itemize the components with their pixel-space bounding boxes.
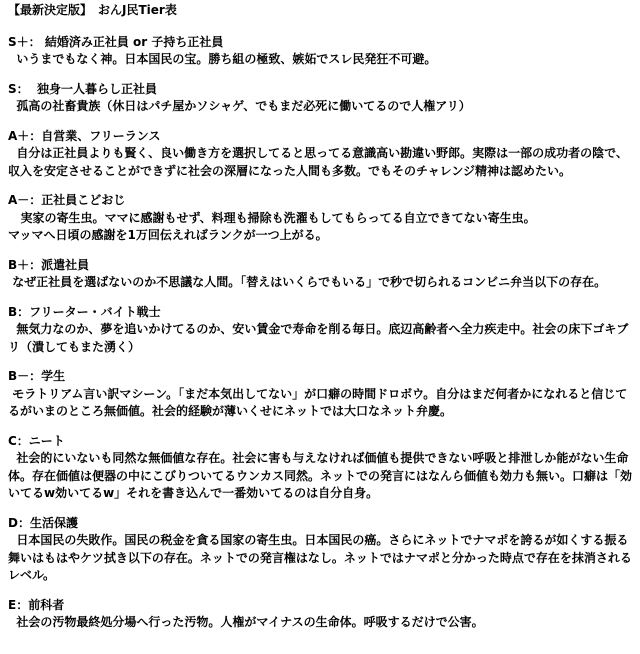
tier-description: 無気力なのか、夢を追いかけてるのか、安い賃金で寿命を削る毎日。底辺高齢者へ全力疾走中。社会の床下ゴキブリ（潰してもまた湧く） xyxy=(8,322,629,354)
tier-description: 日本国民の失敗作。国民の税金を貪る国家の寄生虫。日本国民の癌。さらにネットでナマポを誇るが如くする振る舞いはもはやケツ拭き以下の存在。ネットでの発言権はなし。ネットではナマポと分かった時点で存在を抹消されるレベル。 xyxy=(8,533,632,582)
tier-heading: B＋：派遣社員 xyxy=(8,257,90,272)
tier-heading: B：フリーター・バイト戦士 xyxy=(8,304,161,319)
tier-description: 社会的にいないも同然な無価値な存在。社会に害も与えなければ価値も提供できない呼吸と排泄しか能がない生命体。存在価値は便器の中にこびりついてるウンカス同然。ネットでの発言にはなんら価値も効力も無い。口癖は「効いてるw効いてるw」それを書き込んで一番効いてるのは自分自身。 xyxy=(8,451,633,500)
tier-description: 社会の汚物最終処分場へ行った汚物。人権がマイナスの生命体。呼吸するだけで公害。 xyxy=(8,615,484,629)
tier-description: 自分は正社員よりも賢く、良い働き方を選択してると思ってる意識高い勘違い野郎。実際は一部の成功者の陰で、収入を安定させることができずに社会の深層になった人間も多数。でもそのチャレンジ精神は認めたい。 xyxy=(8,146,628,178)
tier-description: いうまでもなく神。日本国民の宝。勝ち組の極致、嫉妬でスレ民発狂不可避。 xyxy=(8,52,437,66)
tier-heading: S＋： 結婚済み正社員 or 子持ち正社員 xyxy=(8,34,224,49)
tier-heading: E：前科者 xyxy=(8,597,65,612)
tier-c xyxy=(8,433,632,503)
tier-e xyxy=(8,597,632,632)
tier-heading: C：ニート xyxy=(8,433,65,448)
document-title: 【最新決定版】 おんJ民Tier表 xyxy=(8,3,177,17)
tier-s-plus xyxy=(8,34,632,69)
tier-b-plus xyxy=(8,257,632,292)
tier-b xyxy=(8,304,632,357)
tier-heading: B－：学生 xyxy=(8,369,66,383)
tier-heading: D：生活保護 xyxy=(8,515,78,530)
tier-description: 実家の寄生虫。ママに感謝もせず、料理も掃除も洗濯もしてもらってる自立できてない寄生虫。 xyxy=(8,210,536,225)
tier-description: なぜ正社員を選ばないのか不思議な人間。「替えはいくらでもいる」で秒で切られるコンビニ弁当以下の存在。 xyxy=(8,275,607,289)
tier-s xyxy=(8,81,632,116)
tier-heading: S： 独身一人暮らし正社員 xyxy=(8,81,157,96)
tier-d xyxy=(8,515,632,585)
tier-a-minus xyxy=(8,192,632,245)
tier-heading: A－：正社員こどおじ xyxy=(8,193,126,207)
tier-heading: A＋：自営業、フリーランス xyxy=(8,128,161,143)
tier-description: マッマへ日頃の感謝を1万回伝えればランクが一つ上がる。 xyxy=(8,228,328,242)
tier-description: 孤高の社畜貴族（休日はパチ屋かソシャゲ、でもまだ必死に働いてるので人権アリ） xyxy=(8,99,471,113)
tier-description: モラトリアム言い訳マシーン。「まだ本気出してない」が口癖の時間ドロボウ。自分はまだ何者かになれると信じてるがいまのところ無価値。社会的経験が薄いくせにネットでは大口なネット弁慶。 xyxy=(8,386,628,418)
tier-b-minus xyxy=(8,368,632,421)
tier-a-plus xyxy=(8,128,632,181)
